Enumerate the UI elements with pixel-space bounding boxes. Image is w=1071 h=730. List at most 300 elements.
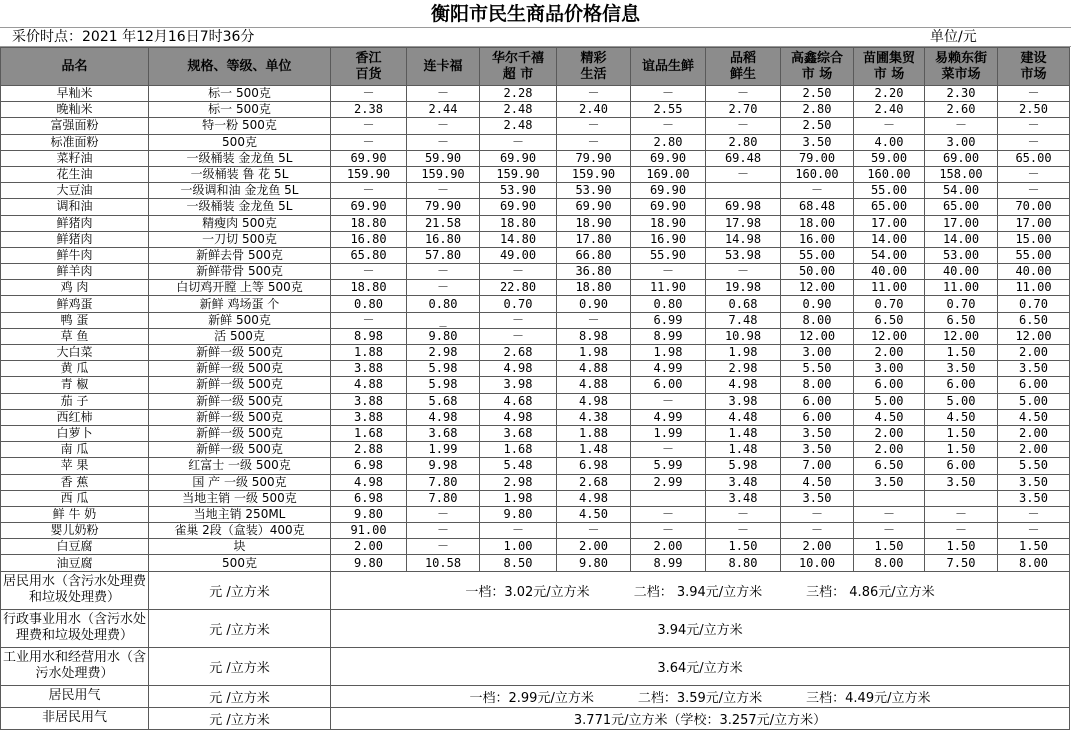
item-spec: 新鲜一级 500克 (149, 361, 331, 377)
price-cell: － (631, 523, 706, 539)
price-cell: 2.00 (331, 539, 407, 555)
price-cell: 6.99 (631, 312, 706, 328)
price-cell: 5.50 (998, 458, 1070, 474)
price-cell: 8.00 (781, 377, 854, 393)
price-cell: 6.98 (331, 458, 407, 474)
item-name: 菜籽油 (1, 150, 149, 166)
price-cell: 6.00 (998, 377, 1070, 393)
price-cell: 2.80 (781, 102, 854, 118)
price-cell (706, 183, 781, 199)
price-cell: 69.90 (480, 199, 557, 215)
price-cell: 4.99 (631, 361, 706, 377)
header-market: 精彩 生活 (557, 48, 631, 86)
price-cell: 0.68 (706, 296, 781, 312)
price-cell: 2.48 (480, 118, 557, 134)
utility-row (1, 609, 1070, 647)
price-cell: 3.50 (781, 425, 854, 441)
utility-value (331, 707, 1070, 729)
price-cell: 3.88 (331, 361, 407, 377)
price-cell: 18.80 (331, 280, 407, 296)
price-cell: 3.00 (781, 345, 854, 361)
price-cell: 10.58 (407, 555, 480, 571)
item-spec: 一级桶装 金龙鱼 5L (149, 199, 331, 215)
utility-row (1, 571, 1070, 609)
price-cell: － (998, 86, 1070, 102)
utility-tier: 二档：3.59元/立方米 (637, 690, 763, 706)
price-cell: 22.80 (480, 280, 557, 296)
price-cell: 3.50 (998, 474, 1070, 490)
price-cell: 169.00 (631, 166, 706, 182)
price-cell: － (854, 523, 925, 539)
price-cell: 79.90 (407, 199, 480, 215)
price-cell: 4.99 (631, 409, 706, 425)
utility-name: 工业用水和经营用水（含污水处理费） (1, 647, 149, 685)
price-cell: 6.98 (331, 490, 407, 506)
price-cell: 2.40 (854, 102, 925, 118)
price-cell: 5.48 (480, 458, 557, 474)
price-cell: － (631, 86, 706, 102)
price-cell: 159.90 (557, 166, 631, 182)
price-cell: － (331, 312, 407, 328)
item-spec: 一级桶装 鲁 花 5L (149, 166, 331, 182)
utility-unit: 元 /立方米 (149, 647, 331, 685)
item-spec: 新鲜 500克 (149, 312, 331, 328)
price-cell: 18.00 (781, 215, 854, 231)
price-cell: 65.00 (854, 199, 925, 215)
utility-name: 居民用气 (1, 685, 149, 707)
price-cell: － (480, 523, 557, 539)
price-table (0, 47, 1070, 730)
price-cell: 7.48 (706, 312, 781, 328)
price-cell: 7.00 (781, 458, 854, 474)
item-name: 香 蕉 (1, 474, 149, 490)
price-cell: 3.50 (998, 361, 1070, 377)
utility-row (1, 707, 1070, 729)
price-cell: 4.98 (407, 409, 480, 425)
price-cell: 6.50 (998, 312, 1070, 328)
price-cell: 3.50 (998, 490, 1070, 506)
subheader (0, 28, 1071, 47)
price-cell: － (407, 86, 480, 102)
price-cell: 55.00 (854, 183, 925, 199)
price-cell: 1.68 (331, 425, 407, 441)
item-spec: 白切鸡开膛 上等 500克 (149, 280, 331, 296)
price-cell: － (925, 506, 998, 522)
price-cell: 54.00 (925, 183, 998, 199)
price-cell: 4.98 (480, 409, 557, 425)
price-cell: 53.00 (925, 247, 998, 263)
price-cell: 3.00 (925, 134, 998, 150)
item-spec: 新鲜一级 500克 (149, 409, 331, 425)
price-cell: － (331, 86, 407, 102)
table-row (1, 86, 1070, 102)
price-cell: 2.20 (854, 86, 925, 102)
item-name: 鲜羊肉 (1, 264, 149, 280)
price-cell: 18.80 (557, 280, 631, 296)
price-cell: 158.00 (925, 166, 998, 182)
header-market: 香江 百货 (331, 48, 407, 86)
header-market: 谊品生鲜 (631, 48, 706, 86)
price-cell: 1.68 (480, 442, 557, 458)
item-name: 鲜牛肉 (1, 247, 149, 263)
price-cell: 69.90 (331, 150, 407, 166)
price-cell: 2.98 (407, 345, 480, 361)
collection-time: 采价时点：2021 年12月16日7时36分 (12, 29, 255, 45)
price-cell: － (407, 134, 480, 150)
price-cell: 1.50 (925, 345, 998, 361)
utility-value (331, 609, 1070, 647)
utilities-body (1, 571, 1070, 729)
price-cell: 2.40 (557, 102, 631, 118)
utility-value (331, 647, 1070, 685)
price-cell: 1.50 (925, 442, 998, 458)
price-cell: 69.98 (706, 199, 781, 215)
item-spec: 国 产 一级 500克 (149, 474, 331, 490)
price-cell: 1.88 (331, 345, 407, 361)
price-cell: 3.50 (781, 490, 854, 506)
price-cell: 6.50 (854, 458, 925, 474)
table-row (1, 377, 1070, 393)
price-cell: 2.00 (998, 425, 1070, 441)
table-row (1, 506, 1070, 522)
item-spec: 活 500克 (149, 328, 331, 344)
price-cell: 40.00 (854, 264, 925, 280)
price-cell: 6.00 (925, 458, 998, 474)
price-cell: 2.00 (854, 442, 925, 458)
price-cell: － (480, 264, 557, 280)
price-cell: 2.48 (480, 102, 557, 118)
price-cell: － (781, 523, 854, 539)
price-cell: 3.50 (781, 442, 854, 458)
table-row (1, 199, 1070, 215)
price-cell: 6.00 (854, 377, 925, 393)
price-cell: 4.50 (854, 409, 925, 425)
header-market: 连卡福 (407, 48, 480, 86)
item-spec: 当地主销 250ML (149, 506, 331, 522)
header-name: 品名 (1, 48, 149, 86)
price-cell: 3.48 (706, 474, 781, 490)
price-cell: 65.80 (331, 247, 407, 263)
header-market: 华尔千禧 超 市 (480, 48, 557, 86)
price-cell: 11.90 (631, 280, 706, 296)
item-spec: 新鲜 鸡场蛋 个 (149, 296, 331, 312)
price-cell: － (631, 118, 706, 134)
price-cell: － (557, 118, 631, 134)
item-spec: 新鲜一级 500克 (149, 442, 331, 458)
item-name: 标准面粉 (1, 134, 149, 150)
price-cell: 8.99 (631, 328, 706, 344)
price-cell: 69.90 (631, 199, 706, 215)
price-cell: 3.50 (854, 474, 925, 490)
price-cell: 14.00 (925, 231, 998, 247)
price-cell: 4.88 (557, 361, 631, 377)
price-cell: 160.00 (781, 166, 854, 182)
item-name: 白萝卜 (1, 425, 149, 441)
price-cell: 55.00 (781, 247, 854, 263)
price-cell: 2.70 (706, 102, 781, 118)
utility-tier: 一档：3.02元/立方米 (465, 584, 590, 600)
item-name: 白豆腐 (1, 539, 149, 555)
price-cell: 2.38 (331, 102, 407, 118)
price-cell: － (781, 506, 854, 522)
price-cell: 3.88 (331, 393, 407, 409)
price-cell: － (631, 442, 706, 458)
price-cell: 17.00 (854, 215, 925, 231)
price-cell: 1.98 (480, 490, 557, 506)
price-cell: 2.44 (407, 102, 480, 118)
utility-tier: 三档：4.49元/立方米 (806, 690, 931, 706)
table-row (1, 264, 1070, 280)
price-cell: 8.98 (557, 328, 631, 344)
price-cell: 69.48 (706, 150, 781, 166)
price-cell: 4.50 (925, 409, 998, 425)
price-cell: 1.48 (557, 442, 631, 458)
price-cell: 0.90 (781, 296, 854, 312)
item-name: 晚籼米 (1, 102, 149, 118)
item-name: 油豆腐 (1, 555, 149, 571)
utility-tier: 三档： 4.86元/立方米 (806, 584, 935, 600)
price-cell: 14.00 (854, 231, 925, 247)
item-spec: 块 (149, 539, 331, 555)
price-cell: 0.70 (854, 296, 925, 312)
item-name: 西红柿 (1, 409, 149, 425)
price-cell: － (998, 134, 1070, 150)
price-cell: － (998, 118, 1070, 134)
price-cell: 18.80 (480, 215, 557, 231)
price-cell: 9.98 (407, 458, 480, 474)
utility-tier: 3.94元/立方米 (657, 622, 743, 638)
price-cell: 5.98 (706, 458, 781, 474)
table-row (1, 345, 1070, 361)
price-cell: 10.00 (781, 555, 854, 571)
price-cell (631, 490, 706, 506)
utility-name: 非居民用气 (1, 707, 149, 729)
price-cell: 2.99 (631, 474, 706, 490)
price-cell: － (407, 264, 480, 280)
price-cell: 16.00 (781, 231, 854, 247)
price-cell: 9.80 (331, 555, 407, 571)
price-cell: 4.38 (557, 409, 631, 425)
price-cell: 6.00 (781, 393, 854, 409)
item-name: 茄 子 (1, 393, 149, 409)
item-name: 鲜鸡蛋 (1, 296, 149, 312)
price-cell: 16.90 (631, 231, 706, 247)
price-cell: － (631, 506, 706, 522)
page-title: 衡阳市民生商品价格信息 (0, 0, 1071, 28)
price-cell: 3.98 (706, 393, 781, 409)
price-cell: 3.50 (925, 361, 998, 377)
price-cell: 3.50 (781, 134, 854, 150)
price-cell: 159.90 (480, 166, 557, 182)
item-spec: 一级桶装 金龙鱼 5L (149, 150, 331, 166)
price-cell: 65.00 (925, 199, 998, 215)
price-cell: 4.98 (557, 393, 631, 409)
header-market: 苗圃集贸 市 场 (854, 48, 925, 86)
price-cell: － (706, 264, 781, 280)
price-cell (854, 490, 925, 506)
table-row (1, 393, 1070, 409)
price-cell: 4.50 (998, 409, 1070, 425)
price-cell: 2.00 (854, 345, 925, 361)
price-cell: － (998, 183, 1070, 199)
item-name: 调和油 (1, 199, 149, 215)
price-cell: 1.50 (706, 539, 781, 555)
item-name: 鸡 肉 (1, 280, 149, 296)
price-cell: 5.98 (407, 377, 480, 393)
price-cell: 36.80 (557, 264, 631, 280)
price-cell: － (706, 118, 781, 134)
table-row (1, 523, 1070, 539)
price-cell: 3.98 (480, 377, 557, 393)
price-cell: － (706, 86, 781, 102)
price-cell: 4.98 (480, 361, 557, 377)
price-cell: 0.90 (557, 296, 631, 312)
table-row (1, 183, 1070, 199)
header-row (1, 48, 1070, 86)
price-cell: － (781, 183, 854, 199)
price-cell: 53.90 (557, 183, 631, 199)
price-cell: 69.90 (557, 199, 631, 215)
item-spec: 红富士 一级 500克 (149, 458, 331, 474)
utility-unit: 元 /立方米 (149, 571, 331, 609)
price-cell: － (706, 523, 781, 539)
item-spec: 标一 500克 (149, 86, 331, 102)
price-cell: 68.48 (781, 199, 854, 215)
utility-tier: 二档： 3.94元/立方米 (633, 584, 763, 600)
price-cell (925, 490, 998, 506)
price-cell: 4.98 (706, 377, 781, 393)
table-row (1, 555, 1070, 571)
price-cell: 2.88 (331, 442, 407, 458)
price-cell: 159.90 (331, 166, 407, 182)
item-name: 青 椒 (1, 377, 149, 393)
price-cell: 2.00 (781, 539, 854, 555)
price-cell: － (407, 280, 480, 296)
price-cell: － (480, 312, 557, 328)
table-row (1, 442, 1070, 458)
price-cell: － (998, 523, 1070, 539)
item-spec: 特一粉 500克 (149, 118, 331, 134)
price-cell: 69.90 (331, 199, 407, 215)
table-row (1, 215, 1070, 231)
price-cell: 6.50 (925, 312, 998, 328)
price-cell: 10.98 (706, 328, 781, 344)
price-cell: － (854, 506, 925, 522)
price-cell: 0.70 (480, 296, 557, 312)
price-cell: － (998, 506, 1070, 522)
price-cell: 1.48 (706, 425, 781, 441)
price-cell: 2.98 (706, 361, 781, 377)
item-spec: 一刀切 500克 (149, 231, 331, 247)
item-spec: 标一 500克 (149, 102, 331, 118)
price-cell: 17.98 (706, 215, 781, 231)
item-name: 苹 果 (1, 458, 149, 474)
price-cell: 1.48 (706, 442, 781, 458)
price-cell: 55.00 (998, 247, 1070, 263)
price-cell: 2.00 (998, 442, 1070, 458)
price-cell: 66.80 (557, 247, 631, 263)
price-cell: － (331, 183, 407, 199)
price-cell: － (407, 506, 480, 522)
price-cell: 2.50 (781, 86, 854, 102)
utility-tier: 3.771元/立方米（学校：3.257元/立方米） (573, 712, 827, 728)
price-cell: 2.60 (925, 102, 998, 118)
price-cell: 91.00 (331, 523, 407, 539)
utility-tier: 3.64元/立方米 (657, 660, 743, 676)
price-cell: 7.80 (407, 474, 480, 490)
utility-name: 行政事业用水（含污水处理费和垃圾处理费） (1, 609, 149, 647)
utility-tier: 一档：2.99元/立方米 (469, 690, 594, 706)
price-cell: 11.00 (925, 280, 998, 296)
item-spec: 新鲜一级 500克 (149, 345, 331, 361)
price-cell: 3.88 (331, 409, 407, 425)
item-name: 鲜猪肉 (1, 231, 149, 247)
price-cell: － (925, 523, 998, 539)
price-cell: 1.88 (557, 425, 631, 441)
table-row (1, 280, 1070, 296)
price-cell: 49.00 (480, 247, 557, 263)
price-cell: 4.98 (331, 474, 407, 490)
table-row (1, 361, 1070, 377)
price-cell: 6.50 (854, 312, 925, 328)
price-cell: 8.98 (331, 328, 407, 344)
price-cell: 1.50 (998, 539, 1070, 555)
price-cell: － (631, 264, 706, 280)
item-name: 草 鱼 (1, 328, 149, 344)
header-market: 高鑫综合 市 场 (781, 48, 854, 86)
item-spec: 当地主销 一级 500克 (149, 490, 331, 506)
table-row (1, 150, 1070, 166)
price-cell: 160.00 (854, 166, 925, 182)
price-cell: － (407, 118, 480, 134)
price-cell: 2.68 (557, 474, 631, 490)
price-cell: 70.00 (998, 199, 1070, 215)
price-cell: － (557, 523, 631, 539)
price-cell: 2.00 (998, 345, 1070, 361)
price-cell: 8.99 (631, 555, 706, 571)
table-row (1, 409, 1070, 425)
price-cell: － (407, 183, 480, 199)
item-name: 大白菜 (1, 345, 149, 361)
price-cell: － (480, 134, 557, 150)
price-cell: 54.00 (854, 247, 925, 263)
price-cell: 65.00 (998, 150, 1070, 166)
item-name: 花生油 (1, 166, 149, 182)
price-cell: 6.00 (631, 377, 706, 393)
price-cell: 1.98 (557, 345, 631, 361)
price-cell: 0.80 (631, 296, 706, 312)
price-cell: 8.00 (998, 555, 1070, 571)
price-cell: 12.00 (925, 328, 998, 344)
price-cell: 3.68 (407, 425, 480, 441)
price-cell: － (854, 118, 925, 134)
item-name: 鸭 蛋 (1, 312, 149, 328)
price-cell: 53.98 (706, 247, 781, 263)
price-cell: 9.80 (407, 328, 480, 344)
price-cell: 12.00 (998, 328, 1070, 344)
price-cell: 9.80 (557, 555, 631, 571)
utility-unit: 元 /立方米 (149, 685, 331, 707)
price-cell: 1.99 (407, 442, 480, 458)
item-spec: 新鲜一级 500克 (149, 377, 331, 393)
price-cell: 79.00 (781, 150, 854, 166)
price-cell: 2.00 (631, 539, 706, 555)
price-cell: 18.90 (557, 215, 631, 231)
price-cell: 1.50 (854, 539, 925, 555)
price-cell: 5.99 (631, 458, 706, 474)
price-cell: 6.00 (781, 409, 854, 425)
price-cell: 2.28 (480, 86, 557, 102)
